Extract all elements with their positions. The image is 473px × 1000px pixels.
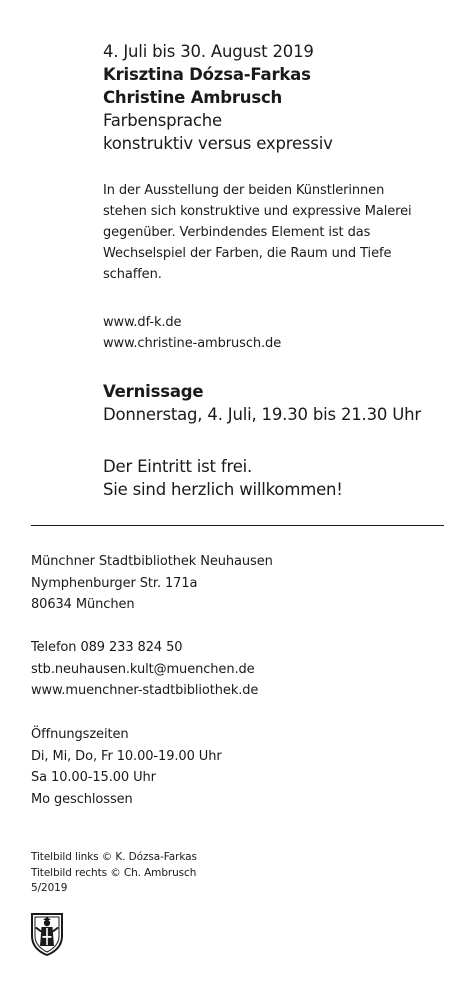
library-address xyxy=(31,551,273,616)
munich-city-coat-of-arms-icon xyxy=(30,912,64,956)
admission-line: Der Eintritt ist frei. xyxy=(103,457,253,476)
artist-name: Christine Ambrusch xyxy=(103,88,283,107)
artist-website-link[interactable]: www.christine-ambrusch.de xyxy=(103,336,282,351)
library-city: 80634 München xyxy=(31,597,135,612)
opening-hours-line: Mo geschlossen xyxy=(31,791,133,807)
credit-line: Titelbild links © K. Dózsa-Farkas xyxy=(31,851,197,863)
vernissage-datetime: Donnerstag, 4. Juli, 19.30 bis 21.30 Uhr xyxy=(103,405,421,424)
opening-hours xyxy=(31,724,222,810)
description-line: gegenüber. Verbindendes Element ist das xyxy=(103,225,371,240)
library-website-link[interactable]: www.muenchner-stadtbibliothek.de xyxy=(31,683,259,698)
exhibition-subtitle: konstruktiv versus expressiv xyxy=(103,134,333,153)
library-street: Nymphenburger Str. 171a xyxy=(31,575,198,591)
credit-line: Titelbild rechts © Ch. Ambrusch xyxy=(31,866,197,879)
artist-website-link[interactable]: www.df-k.de xyxy=(103,315,182,330)
opening-hours-line: Sa 10.00-15.00 Uhr xyxy=(31,770,156,785)
section-divider xyxy=(31,525,444,526)
image-credits xyxy=(31,850,197,897)
vernissage-section xyxy=(103,380,421,426)
library-name: Münchner Stadtbibliothek Neuhausen xyxy=(31,554,273,569)
artist-name: Krisztina Dózsa-Farkas xyxy=(103,65,311,84)
description-line: In der Ausstellung der beiden Künstlerinnen xyxy=(103,183,385,198)
description-line: Wechselspiel der Farben, die Raum und Tiefe xyxy=(103,246,392,261)
exhibition-dates: 4. Juli bis 30. August 2019 xyxy=(103,42,314,61)
description-line: schaffen. xyxy=(103,267,162,282)
opening-hours-line: Di, Mi, Do, Fr 10.00-19.00 Uhr xyxy=(31,748,222,764)
exhibition-title: Farbensprache xyxy=(103,111,222,130)
exhibition-info xyxy=(103,40,333,155)
print-date: 5/2019 xyxy=(31,882,68,894)
opening-hours-heading: Öffnungszeiten xyxy=(31,727,129,742)
library-contact xyxy=(31,637,258,702)
description-line: stehen sich konstruktive und expressive Malerei xyxy=(103,204,412,219)
vernissage-heading: Vernissage xyxy=(103,382,204,401)
exhibition-description xyxy=(103,180,412,285)
artist-links xyxy=(103,312,281,354)
email-link[interactable]: stb.neuhausen.kult@muenchen.de xyxy=(31,661,255,677)
admission-note xyxy=(103,455,343,501)
phone-number: Telefon 089 233 824 50 xyxy=(31,640,183,655)
admission-line: Sie sind herzlich willkommen! xyxy=(103,480,343,499)
